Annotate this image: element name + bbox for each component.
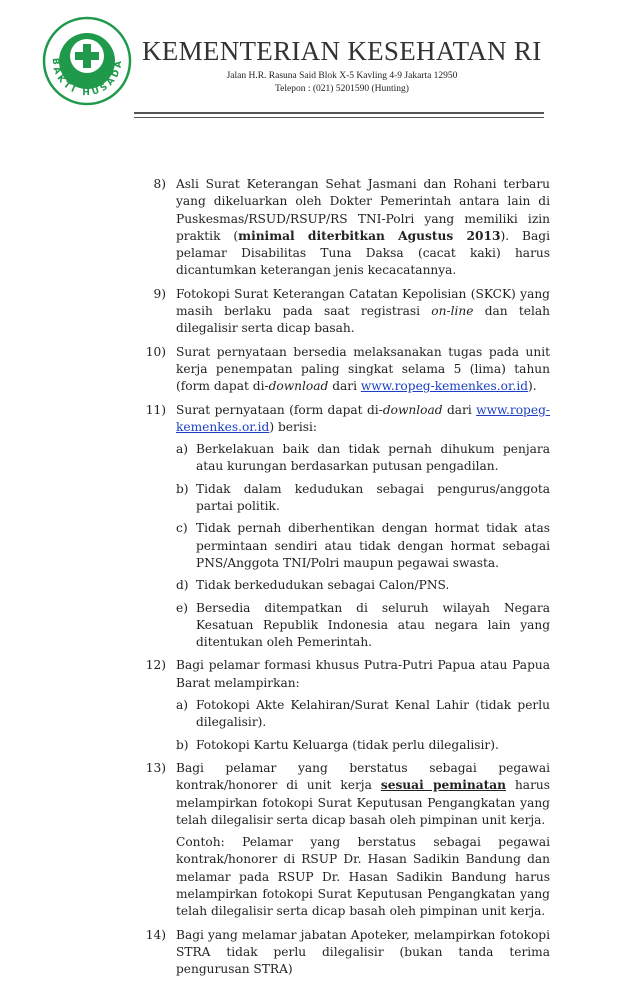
- item-text: [176, 402, 550, 652]
- sub-label: a): [176, 442, 189, 457]
- phone-line: Telepon : (021) 5201590 (Hunting): [275, 84, 409, 94]
- sub-item-a: [176, 441, 550, 476]
- item-text: [176, 760, 550, 921]
- item-number: 14): [145, 927, 166, 942]
- item-intro: [176, 760, 550, 829]
- list-item-8: [0, 176, 638, 280]
- sub-label: b): [176, 481, 189, 496]
- text-run: dari: [442, 402, 477, 417]
- sub-item-c: [176, 520, 550, 572]
- sub-text: Fotokopi Akte Kelahiran/Surat Kenal Lahir (tidak perlu dilegalisir).: [196, 698, 550, 730]
- item-number: 13): [145, 760, 166, 775]
- italic-text: on-line: [431, 304, 474, 319]
- item-text: Bagi yang melamar jabatan Apoteker, melampirkan fotokopi STRA tidak perlu dilegalisir (bukan tanda terima pengurusan STRA): [176, 927, 550, 977]
- example-paragraph: Contoh: Pelamar yang berstatus sebagai pegawai kontrak/honorer di RSUP Dr. Hasan Sadikin Bandung dan melamar pada RSUP Dr. Hasan Sadikin Bandung harus melampirkan fotokopi Surat Keputusan Pengangkatan yang telah dilegalisir serta dicap basah oleh pimpinan unit kerja.: [176, 835, 550, 919]
- bakti-husada-logo: [42, 16, 132, 106]
- sub-text: Fotokopi Kartu Keluarga (tidak perlu dilegalisir).: [196, 737, 499, 752]
- sub-item-b: [176, 481, 550, 516]
- letterhead-rule-thin: [134, 117, 544, 118]
- text-run: ). Bagi pelamar Disabilitas Tuna Daksa (cacat kaki) harus dicantumkan keterangan jenis kecacatannya.: [176, 228, 550, 278]
- italic-text: download: [268, 379, 329, 394]
- organization-title: KEMENTERIAN KESEHATAN RI: [142, 36, 542, 66]
- sub-item-a: [176, 697, 550, 732]
- text-run: Fotokopi Surat Keterangan Catatan Kepolisian (SKCK) yang masih berlaku pada saat registrasi: [176, 286, 550, 319]
- sub-item-e: [176, 600, 550, 652]
- text-run: ) berisi:: [269, 419, 317, 434]
- sub-label: c): [176, 521, 188, 536]
- sub-text: Tidak dalam kedudukan sebagai pengurus/anggota partai politik.: [196, 481, 550, 514]
- sub-text: Berkelakuan baik dan tidak pernah dihukum penjara atau kurungan berdasarkan putusan pengadilan.: [196, 442, 550, 474]
- item-intro: Bagi pelamar formasi khusus Putra-Putri Papua atau Papua Barat melampirkan:: [176, 658, 550, 690]
- sub-text: Tidak pernah diberhentikan dengan hormat tidak atas permintaan sendiri atau tidak dengan hormat sebagai PNS/Anggota TNI/Polri maupun pegawai swasta.: [196, 521, 550, 570]
- text-run: dari: [328, 379, 361, 394]
- item-number: 11): [145, 402, 166, 417]
- item-text: [176, 176, 550, 280]
- sub-item-d: [176, 577, 550, 594]
- text-run: dan telah dilegalisir serta dicap basah.: [176, 304, 550, 336]
- list-item-10: [0, 344, 638, 396]
- text-run: Bagi pelamar yang berstatus sebagai pegawai kontrak/honorer di unit kerja: [176, 760, 550, 793]
- list-item-14: [0, 927, 638, 979]
- list-item-11: [0, 402, 638, 652]
- sub-label: d): [176, 578, 189, 593]
- text-run: ).: [528, 379, 537, 394]
- text-run: Asli Surat Keterangan Sehat Jasmani dan Rohani terbaru yang dikeluarkan oleh Dokter Pemerintah antara lain di Puskesmas/RSUD/RSUP/RS TNI-Polri yang memiliki izin praktik (: [176, 177, 550, 243]
- item-text: [176, 286, 550, 338]
- sub-text: Bersedia ditempatkan di seluruh wilayah Negara Kesatuan Republik Indonesia atau negara lain yang ditentukan oleh Pemerintah.: [196, 600, 550, 650]
- item-text: [176, 657, 550, 753]
- emphasis-text: sesuai peminatan: [380, 778, 506, 793]
- sub-label: b): [176, 737, 189, 752]
- list-item-13: [0, 760, 638, 921]
- item-number: 9): [153, 286, 166, 301]
- item-text: [176, 344, 550, 396]
- item-intro: [176, 402, 550, 437]
- emphasis-text: minimal diterbitkan Agustus 2013: [238, 228, 501, 243]
- logo-ring-text: BAKTI HUSADA: [49, 57, 125, 99]
- text-run: harus melampirkan fotokopi Surat Keputusan Pengangkatan yang telah dilegalisir serta dicap basah oleh pimpinan unit kerja.: [176, 778, 550, 827]
- text-run: Surat pernyataan bersedia melaksanakan tugas pada unit kerja penempatan paling singkat selama 5 (lima) tahun (form dapat di-: [176, 344, 550, 394]
- address-line: Jalan H.R. Rasuna Said Blok X-5 Kavling 4-9 Jakarta 12950: [226, 71, 458, 81]
- letterhead-address: [142, 70, 542, 96]
- sub-item-b: [176, 737, 550, 754]
- list-item-12: [0, 657, 638, 753]
- sub-label: e): [176, 600, 188, 615]
- sub-text: Tidak berkedudukan sebagai Calon/PNS.: [196, 578, 450, 593]
- item-number: 12): [145, 658, 166, 673]
- item-number: 8): [153, 177, 166, 191]
- sub-label: a): [176, 698, 189, 713]
- ropeg-link[interactable]: www.ropeg-kemenkes.or.id: [360, 379, 529, 394]
- ropeg-link[interactable]: www.ropeg-kemenkes.or.id: [176, 402, 550, 434]
- list-item-9: [0, 286, 638, 338]
- text-run: Surat pernyataan (form dapat di-: [176, 402, 383, 417]
- requirements-list: [0, 176, 638, 984]
- italic-text: download: [382, 402, 443, 417]
- letterhead-rule-thick: [134, 112, 544, 114]
- item-number: 10): [145, 344, 166, 359]
